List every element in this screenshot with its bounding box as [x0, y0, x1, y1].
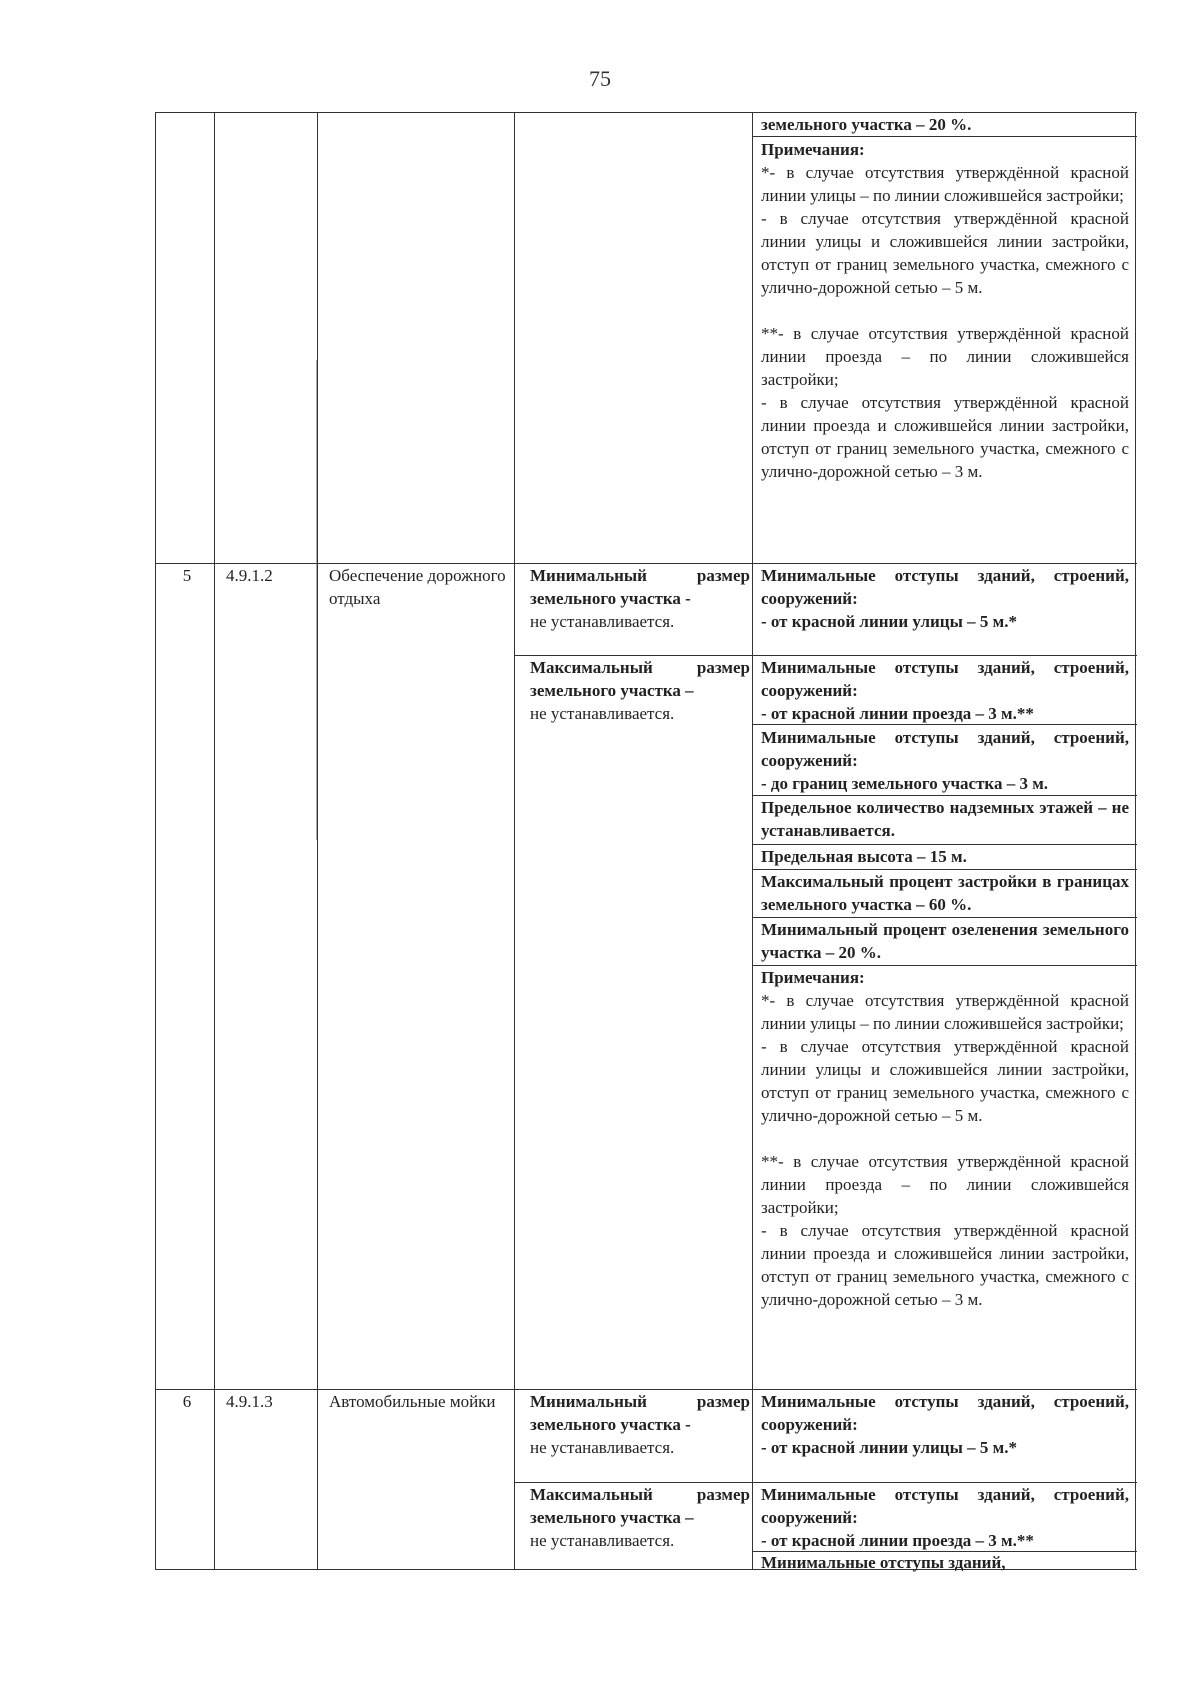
column-divider-size [514, 112, 515, 1569]
cell-value: - от красной линии улицы – 5 м.* [761, 612, 1017, 631]
cell-max-coverage [761, 870, 1129, 916]
cell-value: - до границ земельного участка – 3 м. [761, 774, 1049, 793]
row-number: 5 [182, 566, 192, 585]
page-number: 75 [589, 66, 611, 91]
note-line: **- в случае отсутствия утверждённой красной линии проезда – по линии сложившейся застройки; [761, 324, 1129, 389]
note-line: - в случае отсутствия утверждённой красной линии проезда и сложившейся линии застройки, отступ от границ земельного участка, смежного с улично-дорожной сетью – 3 м. [761, 1221, 1129, 1309]
cell-title: Минимальные отступы зданий, строений, сооружений: [761, 728, 1129, 770]
row-code: 4.9.1.3 [226, 1392, 273, 1411]
max-size-value: не устанавливается. [530, 704, 675, 723]
row-number: 6 [182, 1392, 192, 1411]
max-size [530, 1483, 750, 1552]
cell-title: Предельное количество надземных этажей – не устанавливается. [761, 798, 1129, 840]
cell-title: Предельная высота – 15 м. [761, 847, 967, 866]
note-line: - в случае отсутствия утверждённой красной линии улицы и сложившейся линии застройки, отступ от границ земельного участка, смежного с улично-дорожной сетью – 5 м. [761, 1037, 1129, 1125]
note-line: *- в случае отсутствия утверждённой красной линии улицы – по линии сложившейся застройки; [761, 991, 1129, 1033]
row-name: Автомобильные мойки [329, 1392, 496, 1411]
cell-setback-street [761, 564, 1129, 633]
scan-artifact-line [316, 360, 317, 840]
cell-title: Минимальные отступы зданий, строений, сооружений: [761, 658, 1129, 700]
cell-title: Минимальный процент озеленения земельного участка – 20 %. [761, 920, 1129, 962]
cell-title: Минимальные отступы зданий, [761, 1553, 1006, 1572]
cell-value: - от красной линии проезда – 3 м.** [761, 704, 1034, 723]
column-divider-params [752, 112, 753, 1569]
note-line: *- в случае отсутствия утверждённой красной линии улицы – по линии сложившейся застройки; [761, 163, 1129, 205]
cell-title: Максимальный процент застройки в границах земельного участка – 60 %. [761, 872, 1129, 914]
cell-value: - от красной линии улицы – 5 м.* [761, 1438, 1017, 1457]
column-divider-code [214, 112, 215, 1569]
cell-setback-cut [761, 1551, 1129, 1574]
row-code: 4.9.1.2 [226, 566, 273, 585]
min-size-value: не устанавливается. [530, 612, 675, 631]
min-size-value: не устанавливается. [530, 1438, 675, 1457]
note-gap [761, 299, 1129, 322]
row-name: Обеспечение дорожного отдыха [329, 566, 506, 608]
min-size-label: Минимальный размер земельного участка - [530, 1392, 750, 1434]
cell-notes [761, 966, 1129, 1311]
cell-title: земельного участка – 20 %. [761, 115, 972, 134]
note-gap [761, 1127, 1129, 1150]
cell-height [761, 845, 1129, 868]
column-divider-name [317, 112, 318, 1569]
cell-setback-boundary [761, 726, 1129, 795]
cell-setback-passage [761, 656, 1129, 725]
note-line: - в случае отсутствия утверждённой красной линии улицы и сложившейся линии застройки, отступ от границ земельного участка, смежного с улично-дорожной сетью – 5 м. [761, 209, 1129, 297]
min-size [530, 564, 750, 633]
cell-setback-street [761, 1390, 1129, 1459]
max-size-label: Максимальный размер земельного участка – [530, 658, 750, 700]
cell-title: Минимальные отступы зданий, строений, сооружений: [761, 1485, 1129, 1527]
note-line: - в случае отсутствия утверждённой красной линии проезда и сложившейся линии застройки, отступ от границ земельного участка, смежного с улично-дорожной сетью – 3 м. [761, 393, 1129, 481]
table-border-right [1135, 112, 1136, 1569]
notes-title: Примечания: [761, 968, 865, 987]
cell-floors [761, 796, 1129, 842]
max-size-label: Максимальный размер земельного участка – [530, 1485, 750, 1527]
note-line: **- в случае отсутствия утверждённой красной линии проезда – по линии сложившейся застройки; [761, 1152, 1129, 1217]
max-size [530, 656, 750, 725]
cell-setback-passage [761, 1483, 1129, 1552]
cell-notes-cont [761, 138, 1129, 483]
table-border-left [155, 112, 156, 1569]
cell-min-greening-cont [761, 113, 1129, 136]
notes-title: Примечания: [761, 140, 865, 159]
cell-value: - от красной линии проезда – 3 м.** [761, 1531, 1034, 1550]
cell-title: Минимальные отступы зданий, строений, сооружений: [761, 1392, 1129, 1434]
min-size [530, 1390, 750, 1459]
cell-title: Минимальные отступы зданий, строений, сооружений: [761, 566, 1129, 608]
cell-min-greening [761, 918, 1129, 964]
max-size-value: не устанавливается. [530, 1531, 675, 1550]
row-divider [752, 136, 1137, 137]
min-size-label: Минимальный размер земельного участка - [530, 566, 750, 608]
